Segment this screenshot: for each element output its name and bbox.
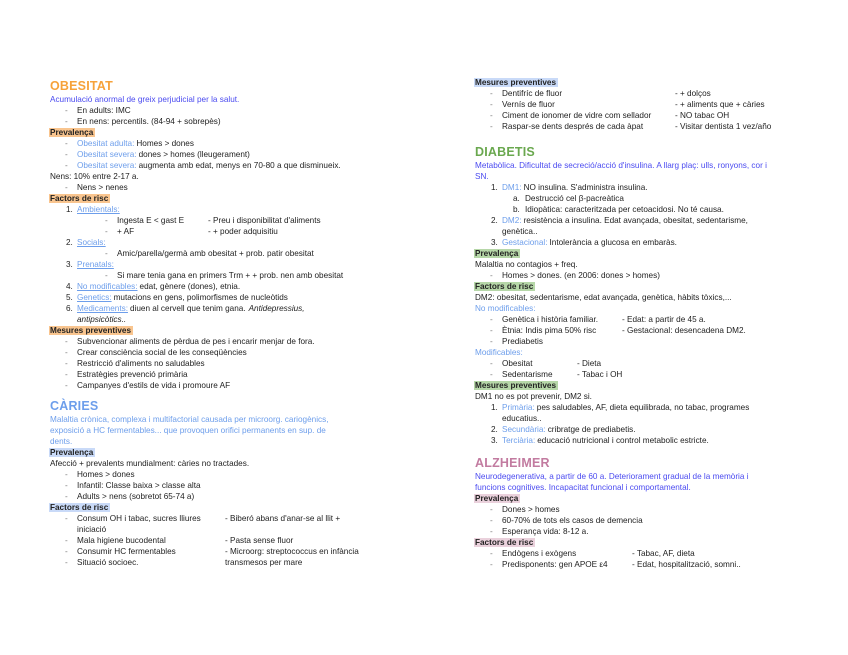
bullet-dash-icon: -: [65, 359, 68, 368]
item-second-column: - + aliments que + càries: [675, 100, 765, 109]
item-text: genètica..: [502, 227, 538, 236]
list-item: [50, 116, 420, 127]
item-second-column: - NO tabac OH: [675, 111, 730, 120]
item-second-column: - Tabac i OH: [577, 370, 623, 379]
bullet-dash-icon: -: [490, 337, 493, 346]
bullet-dash-icon: -: [105, 249, 108, 258]
list-item: [475, 336, 845, 347]
list-item: [475, 182, 845, 193]
item-text: Sedentarisme: [502, 370, 553, 379]
item-text: augmenta amb edat, menys en 70-80 a que disminueix.: [138, 161, 341, 170]
list-item: [50, 546, 420, 557]
bullet-dash-icon: -: [65, 381, 68, 390]
list-item: [50, 270, 420, 281]
bullet-dash-icon: -: [65, 183, 68, 192]
item-text: exposició a HC fermentables... que provoquen orifici permanents en sup. de: [50, 426, 326, 435]
list-item: [475, 204, 845, 215]
list-item: [475, 88, 845, 99]
bullet-dash-icon: -: [490, 111, 493, 120]
list-item: [475, 504, 845, 515]
list-item: [475, 325, 845, 336]
bullet-dash-icon: -: [490, 527, 493, 536]
item-text: Esperança vida: 8-12 a.: [502, 527, 589, 536]
item-text: dents.: [50, 437, 73, 446]
list-item: [475, 358, 845, 369]
list-number: a.: [513, 194, 520, 203]
item-text: Metabòlica. Dificultat de secreció/acció d'insulina. A llarg plaç: ulls, ronyons, cor i: [475, 161, 767, 170]
bullet-dash-icon: -: [65, 370, 68, 379]
item-text: En nens: percentils. (84-94 + sobrepès): [77, 117, 221, 126]
list-item: [50, 149, 420, 160]
subheading-label: Mesures preventives: [475, 78, 557, 87]
list-item: [50, 237, 420, 248]
section-heading: ALZHEIMER: [475, 456, 550, 470]
definition-line: [475, 171, 845, 182]
item-second-column: - Gestacional: desencadena DM2.: [622, 326, 746, 335]
list-item: [475, 99, 845, 110]
item-text: Dones > homes: [502, 505, 560, 514]
item-label: Primària:: [502, 403, 535, 412]
list-number: 1.: [66, 205, 73, 214]
item-text: funcions cognitives. Incapacitat funcional i comportamental.: [475, 483, 691, 492]
bullet-dash-icon: -: [490, 315, 493, 324]
item-text: mutacions en gens, polimorfismes de nucleòtids: [113, 293, 288, 302]
item-label: No modificables:: [475, 304, 536, 313]
item-label: Modificables:: [475, 348, 523, 357]
list-item: [475, 237, 845, 248]
subheading: [475, 493, 845, 504]
item-text: Si mare tenia gana en primers Trm + + prob. nen amb obesitat: [117, 271, 344, 280]
item-second-column: - Dieta: [577, 359, 602, 368]
subheading-label: Prevalença: [50, 128, 94, 137]
list-item: [50, 535, 420, 546]
section-obesitat: [50, 78, 420, 391]
item-text: Afecció + prevalents mundialment: càries no tractades.: [50, 459, 250, 468]
bullet-dash-icon: -: [65, 117, 68, 126]
list-item: [475, 526, 845, 537]
bullet-dash-icon: -: [65, 337, 68, 346]
item-label: Terciària:: [502, 436, 536, 445]
item-text: cribratge de prediabetis.: [547, 425, 636, 434]
section-diabetis: [475, 144, 845, 446]
item-text: Malaltia no contagios + freq.: [475, 260, 578, 269]
bullet-dash-icon: -: [65, 106, 68, 115]
subheading: [50, 127, 420, 138]
list-item: [475, 226, 845, 237]
item-text: Dentifríc de fluor: [502, 89, 563, 98]
subheading-label: Factors de risc: [50, 503, 109, 512]
item-text: Consumir HC fermentables: [77, 547, 176, 556]
bullet-dash-icon: -: [105, 271, 108, 280]
item-label: Secundària:: [502, 425, 546, 434]
list-item: [50, 469, 420, 480]
item-text: Neurodegenerativa, a partir de 60 a. Deteriorament gradual de la memòria i: [475, 472, 749, 481]
item-text: resistència a insulina. Edat avançada, obesitat, sedentarisme,: [523, 216, 748, 225]
item-text: En adults: IMC: [77, 106, 131, 115]
subheading-label: Factors de risc: [50, 194, 109, 203]
list-item: [50, 524, 420, 535]
bullet-dash-icon: -: [490, 326, 493, 335]
item-second-column: - Biberó abans d'anar-se al llit +: [225, 514, 341, 523]
subheading: [475, 380, 845, 391]
item-second-column: - + dolços: [675, 89, 711, 98]
item-italic-text: antipsicòtics..: [77, 315, 127, 324]
bullet-dash-icon: -: [65, 470, 68, 479]
item-text: edat, gènere (dones), etnia.: [139, 282, 241, 291]
item-second-column: - Preu i disponibilitat d'aliments: [208, 216, 321, 225]
item-text: Prediabetis: [502, 337, 543, 346]
list-item: [50, 259, 420, 270]
bullet-dash-icon: -: [490, 560, 493, 569]
list-item: [50, 204, 420, 215]
bullet-dash-icon: -: [65, 492, 68, 501]
list-item: [50, 513, 420, 524]
list-item: [475, 424, 845, 435]
list-number: 4.: [66, 282, 73, 291]
item-second-column: - Microorg: streptococcus en infància: [225, 547, 359, 556]
item-label: No modificables:: [77, 282, 138, 291]
list-number: b.: [513, 205, 520, 214]
definition-line: [50, 425, 420, 436]
item-text: SN.: [475, 172, 489, 181]
list-item: [475, 435, 845, 446]
item-label: Obesitat severa:: [77, 150, 137, 159]
subheading: [475, 77, 845, 88]
list-number: 6.: [66, 304, 73, 313]
item-italic-text: Antidepressius,: [248, 304, 305, 313]
list-item: [475, 515, 845, 526]
item-text: + AF: [117, 227, 135, 236]
item-text: Crear consciència social de les conseqüències: [77, 348, 247, 357]
definition-line: [475, 471, 845, 482]
item-text: iniciació: [77, 525, 107, 534]
item-text: Amic/parella/germà amb obesitat + prob. patir obesitat: [117, 249, 314, 258]
item-text: Restricció d'aliments no saludables: [77, 359, 205, 368]
bullet-dash-icon: -: [65, 514, 68, 523]
list-item: [475, 314, 845, 325]
list-item: [475, 391, 845, 402]
item-text: Nens > nenes: [77, 183, 128, 192]
item-text: Acumulació anormal de greix perjudicial per la salut.: [50, 95, 240, 104]
definition-line: [50, 436, 420, 447]
list-item: [50, 380, 420, 391]
subheading: [475, 537, 845, 548]
item-second-column: - + poder adquisitiu: [208, 227, 278, 236]
bullet-dash-icon: -: [490, 370, 493, 379]
item-text: Mala higiene bucodental: [77, 536, 166, 545]
item-text: diuen al cervell que tenim gana.: [129, 304, 246, 313]
list-item: [475, 347, 845, 358]
list-item: [50, 491, 420, 502]
list-item: [475, 121, 845, 132]
list-item: [50, 480, 420, 491]
item-text: Malaltia crònica, complexa i multifactorial causada per microorg. cariogènics,: [50, 415, 329, 424]
list-item: [50, 303, 420, 314]
list-item: [475, 215, 845, 226]
list-item: [50, 182, 420, 193]
item-second-column: transmesos per mare: [225, 558, 303, 567]
list-item: [475, 270, 845, 281]
item-text: DM1 no es pot prevenir, DM2 si.: [475, 392, 592, 401]
item-text: Intolerància a glucosa en embaràs.: [549, 238, 677, 247]
item-text: Vernís de fluor: [502, 100, 555, 109]
subheading: [50, 502, 420, 513]
bullet-dash-icon: -: [105, 227, 108, 236]
item-text: Idiopàtica: caracteritzada per cetoacidosi. No té causa.: [525, 205, 724, 214]
item-label: DM2:: [502, 216, 522, 225]
list-number: 2.: [491, 425, 498, 434]
bullet-dash-icon: -: [65, 139, 68, 148]
list-number: 2.: [66, 238, 73, 247]
subheading: [475, 248, 845, 259]
subheading-label: Mesures preventives: [50, 326, 132, 335]
list-item: [475, 369, 845, 380]
section-caries-mesures-preventives: [475, 77, 845, 132]
item-label: Obesitat severa:: [77, 161, 137, 170]
list-item: [50, 458, 420, 469]
item-text: Obesitat: [502, 359, 533, 368]
subheading-label: Prevalença: [475, 249, 519, 258]
list-item: [475, 559, 845, 570]
item-second-column: - Visitar dentista 1 vez/año: [675, 122, 772, 131]
bullet-dash-icon: -: [490, 516, 493, 525]
list-item: [50, 369, 420, 380]
section-heading: CÀRIES: [50, 399, 99, 413]
list-item: [475, 193, 845, 204]
subheading: [50, 325, 420, 336]
item-label: Obesitat adulta:: [77, 139, 135, 148]
item-second-column: - Pasta sense fluor: [225, 536, 294, 545]
list-item: [50, 171, 420, 182]
list-item: [475, 110, 845, 121]
item-text: NO insulina. S'administra insulina.: [523, 183, 648, 192]
list-number: 5.: [66, 293, 73, 302]
bullet-dash-icon: -: [65, 481, 68, 490]
subheading-label: Prevalença: [50, 448, 94, 457]
list-item: [50, 314, 420, 325]
item-label: Ambientals:: [77, 205, 120, 214]
item-text: Adults > nens (sobretot 65-74 a): [77, 492, 195, 501]
subheading: [475, 281, 845, 292]
list-item: [50, 215, 420, 226]
definition-line: [475, 160, 845, 171]
subheading-label: Factors de risc: [475, 538, 534, 547]
item-text: Estratègies prevenció primària: [77, 370, 188, 379]
list-item: [50, 292, 420, 303]
item-text: Campanyes d'estils de vida i promoure AF: [77, 381, 231, 390]
bullet-dash-icon: -: [65, 348, 68, 357]
item-text: Ciment de ionomer de vidre com sellador: [502, 111, 652, 120]
definition-line: [50, 414, 420, 425]
subheading-label: Factors de risc: [475, 282, 534, 291]
bullet-dash-icon: -: [65, 547, 68, 556]
list-item: [50, 138, 420, 149]
bullet-dash-icon: -: [490, 549, 493, 558]
item-text: Nens: 10% entre 2-17 a.: [50, 172, 139, 181]
item-second-column: - Tabac, AF, dieta: [632, 549, 695, 558]
list-number: 3.: [491, 436, 498, 445]
section-heading: DIABETIS: [475, 145, 535, 159]
list-item: [50, 105, 420, 116]
subheading: [50, 193, 420, 204]
list-item: [475, 413, 845, 424]
item-text: Predisponents: gen APOE ε4: [502, 560, 608, 569]
section-heading: OBESITAT: [50, 79, 113, 93]
item-label: Genetics:: [77, 293, 112, 302]
item-second-column: - Edat: a partir de 45 a.: [622, 315, 706, 324]
item-label: Prenatals:: [77, 260, 114, 269]
item-label: DM1:: [502, 183, 522, 192]
list-item: [475, 402, 845, 413]
item-text: educació nutricional i control metabolic estricte.: [537, 436, 709, 445]
list-number: 1.: [491, 403, 498, 412]
subheading: [50, 447, 420, 458]
section-caries: [50, 398, 420, 568]
list-item: [475, 259, 845, 270]
section-alzheimer: [475, 455, 845, 570]
list-item: [50, 226, 420, 237]
item-label: Gestacional:: [502, 238, 548, 247]
item-text: DM2: obesitat, sedentarisme, edat avançada, genètica, hàbits tòxics,...: [475, 293, 732, 302]
item-second-column: - Edat, hospitalització, somni..: [632, 560, 741, 569]
item-text: Endògens i exògens: [502, 549, 577, 558]
item-text: Genètica i història familiar.: [502, 315, 599, 324]
item-text: Ingesta E < gast E: [117, 216, 185, 225]
item-text: Homes > dones. (en 2006: dones > homes): [502, 271, 660, 280]
definition-line: [475, 482, 845, 493]
bullet-dash-icon: -: [490, 100, 493, 109]
list-item: [50, 347, 420, 358]
bullet-dash-icon: -: [490, 505, 493, 514]
item-text: dones > homes (lleugerament): [138, 150, 250, 159]
item-text: Homes > dones: [77, 470, 135, 479]
bullet-dash-icon: -: [65, 536, 68, 545]
bullet-dash-icon: -: [65, 150, 68, 159]
item-text: pes saludables, AF, dieta equilibrada, no tabac, programes: [536, 403, 750, 412]
bullet-dash-icon: -: [105, 216, 108, 225]
list-item: [475, 292, 845, 303]
item-text: Ètnia: Indis pima 50% risc: [502, 326, 597, 335]
item-label: Medicaments:: [77, 304, 128, 313]
list-item: [50, 336, 420, 347]
bullet-dash-icon: -: [490, 359, 493, 368]
item-text: Consum OH i tabac, sucres lliures: [77, 514, 201, 523]
list-number: 2.: [491, 216, 498, 225]
item-text: Homes > dones: [136, 139, 194, 148]
item-text: Infantil: Classe baixa > classe alta: [77, 481, 201, 490]
definition-line: [50, 94, 420, 105]
item-label: Socials:: [77, 238, 106, 247]
list-item: [475, 548, 845, 559]
bullet-dash-icon: -: [490, 271, 493, 280]
list-item: [50, 358, 420, 369]
list-number: 3.: [491, 238, 498, 247]
item-text: educatius..: [502, 414, 542, 423]
bullet-dash-icon: -: [490, 122, 493, 131]
list-item: [50, 248, 420, 259]
list-item: [50, 281, 420, 292]
bullet-dash-icon: -: [65, 161, 68, 170]
list-item: [50, 160, 420, 171]
item-text: Subvencionar aliments de pèrdua de pes i encarir menjar de fora.: [77, 337, 315, 346]
bullet-dash-icon: -: [65, 558, 68, 567]
list-number: 3.: [66, 260, 73, 269]
list-number: 1.: [491, 183, 498, 192]
item-text: Situació socioec.: [77, 558, 139, 567]
item-text: Raspar-se dents després de cada àpat: [502, 122, 644, 131]
list-item: [475, 303, 845, 314]
item-text: 60-70% de tots els casos de demencia: [502, 516, 643, 525]
subheading-label: Prevalença: [475, 494, 519, 503]
list-item: [50, 557, 420, 568]
subheading-label: Mesures preventives: [475, 381, 557, 390]
bullet-dash-icon: -: [490, 89, 493, 98]
item-text: Destrucció cel β-pacreàtica: [525, 194, 624, 203]
